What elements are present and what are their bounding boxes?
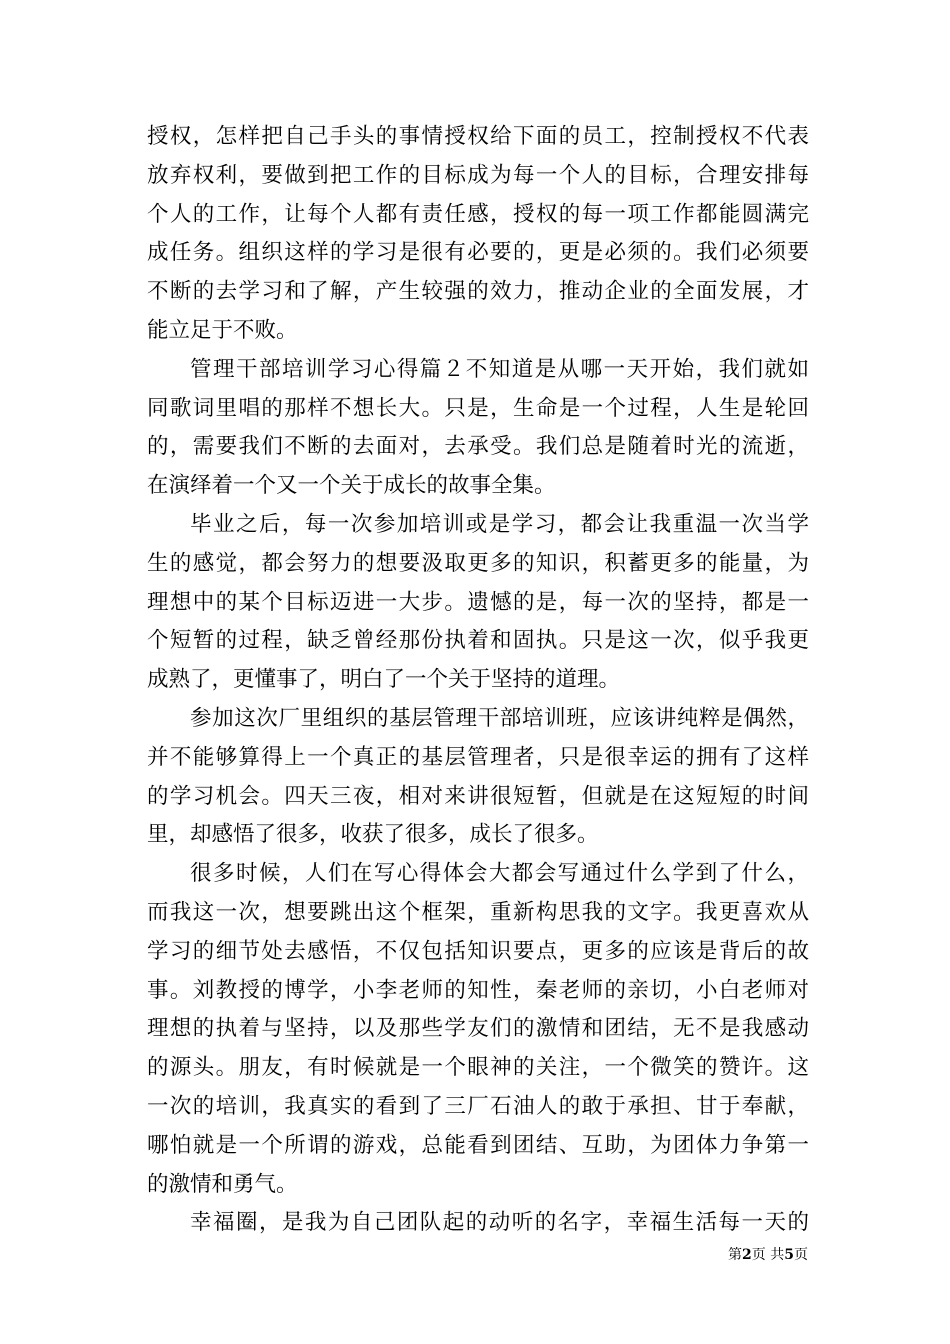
text-line: 个短暂的过程，缺乏曾经那份执着和固执。只是这一次，似乎我更	[147, 628, 809, 654]
text-line: 哪怕就是一个所谓的游戏，总能看到团结、互助，为团体力争第一	[147, 1132, 809, 1158]
text-line: 的激情和勇气。	[147, 1171, 298, 1197]
text-line: 事。刘教授的博学，小李老师的知性，秦老师的亲切，小白老师对	[147, 977, 809, 1003]
text-line: 并不能够算得上一个真正的基层管理者，只是很幸运的拥有了这样	[147, 744, 809, 770]
text-line: 成熟了，更懂事了，明白了一个关于坚持的道理。	[147, 667, 621, 693]
text-line: 不断的去学习和了解，产生较强的效力，推动企业的全面发展，才	[147, 279, 809, 305]
text-line: 成任务。组织这样的学习是很有必要的，更是必须的。我们必须要	[147, 240, 809, 266]
text-line: 同歌词里唱的那样不想长大。只是，生命是一个过程，人生是轮回	[147, 395, 809, 421]
text-line: 毕业之后，每一次参加培训或是学习，都会让我重温一次当学	[190, 511, 809, 537]
text-line: 里，却感悟了很多，收获了很多，成长了很多。	[147, 822, 599, 848]
text-line: 个人的工作，让每个人都有责任感，授权的每一项工作都能圆满完	[147, 201, 809, 227]
footer-middle: 页 共	[751, 1247, 785, 1263]
text-line: 放弃权利，要做到把工作的目标成为每一个人的目标，合理安排每	[147, 162, 809, 188]
current-page-number: 2	[742, 1247, 752, 1263]
footer-suffix: 页	[794, 1247, 808, 1263]
text-line: 的，需要我们不断的去面对，去承受。我们总是随着时光的流逝，	[147, 434, 809, 460]
body-text	[147, 118, 809, 1243]
text-line: 参加这次厂里组织的基层管理干部培训班，应该讲纯粹是偶然，	[190, 705, 809, 731]
text-line: 管理干部培训学习心得篇２不知道是从哪一天开始，我们就如	[190, 356, 809, 382]
text-line: 学习的细节处去感悟，不仅包括知识要点，更多的应该是背后的故	[147, 938, 809, 964]
text-line: 幸福圈，是我为自己团队起的动听的名字，幸福生活每一天的	[190, 1210, 809, 1236]
text-line: 能立足于不败。	[147, 317, 298, 343]
text-line: 的学习机会。四天三夜，相对来讲很短暂，但就是在这短短的时间	[147, 783, 809, 809]
text-line: 一次的培训，我真实的看到了三厂石油人的敢于承担、甘于奉献，	[147, 1093, 809, 1119]
page-footer	[728, 1246, 808, 1264]
text-line: 理想中的某个目标迈进一大步。遗憾的是，每一次的坚持，都是一	[147, 589, 809, 615]
text-line: 授权，怎样把自己手头的事情授权给下面的员工，控制授权不代表	[147, 124, 809, 149]
text-line: 生的感觉，都会努力的想要汲取更多的知识，积蓄更多的能量，为	[147, 550, 809, 576]
text-line: 而我这一次，想要跳出这个框架，重新构思我的文字。我更喜欢从	[147, 899, 809, 925]
text-line: 很多时候，人们在写心得体会大都会写通过什么学到了什么，	[190, 861, 809, 887]
text-line: 在演绎着一个又一个关于成长的故事全集。	[147, 473, 556, 499]
total-pages-number: 5	[784, 1247, 794, 1263]
text-line: 的源头。朋友，有时候就是一个眼神的关注，一个微笑的赞许。这	[147, 1055, 809, 1081]
footer-prefix: 第	[728, 1247, 743, 1263]
text-line: 理想的执着与坚持，以及那些学友们的激情和团结，无不是我感动	[147, 1016, 809, 1042]
